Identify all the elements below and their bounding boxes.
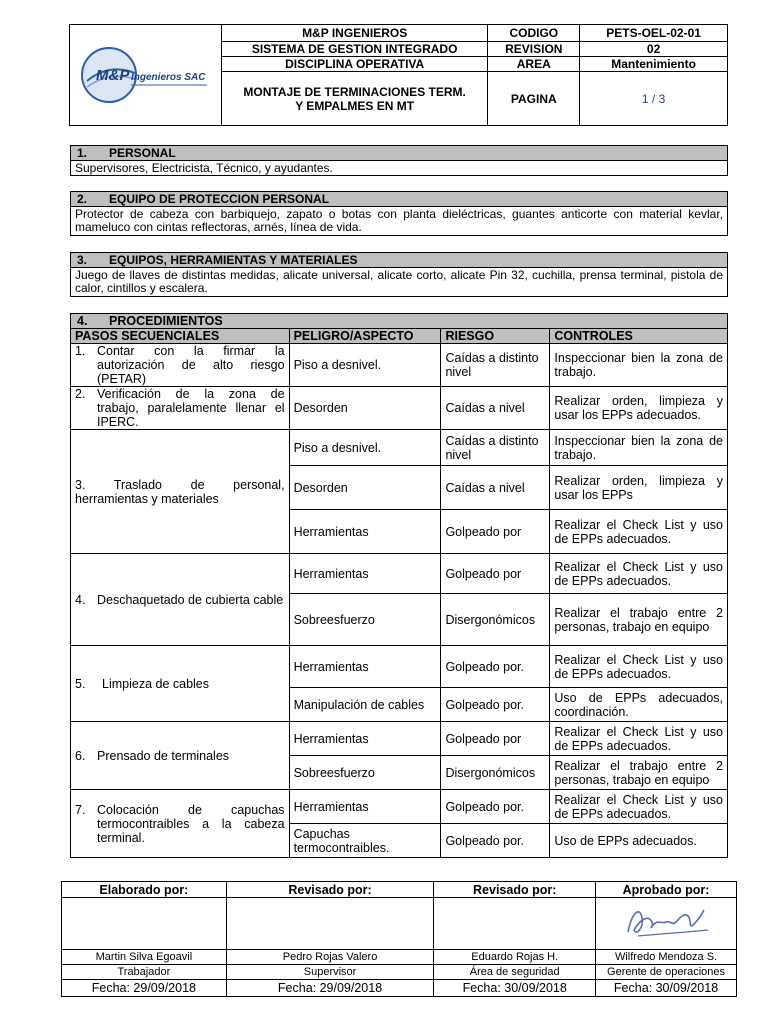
section-number: 2. xyxy=(77,191,88,206)
table-row xyxy=(71,344,728,387)
section-body: Juego de llaves de distintas medidas, alicate universal, alicate corto, alicate Pin 32, cuchilla, prensa terminal, pistola de calor, cintillos y escalera. xyxy=(71,268,728,297)
step-number: 2. xyxy=(75,387,86,401)
hazard-cell: Capuchas termocontraibles. xyxy=(289,824,441,858)
step-number: 3. xyxy=(75,477,86,492)
risk-cell: Caídas a nivel xyxy=(441,387,550,430)
hazard-cell: Sobreesfuerzo xyxy=(289,594,441,646)
risk-cell: Disergonómicos xyxy=(441,756,550,790)
control-cell: Uso de EPPs adecuados, coordinación. xyxy=(550,688,728,722)
area-label: AREA xyxy=(488,57,580,72)
area-value: Mantenimiento xyxy=(580,57,728,72)
step-text: Contar con la firmar la autorización de alto riesgo (PETAR) xyxy=(97,344,285,386)
column-header-controls: CONTROLES xyxy=(550,329,728,344)
page-value: 1 / 3 xyxy=(580,72,728,126)
table-row xyxy=(71,790,728,824)
signature-date: Fecha: 30/09/2018 xyxy=(434,980,596,997)
section-heading xyxy=(71,192,728,207)
step-number: 6. xyxy=(75,748,86,763)
step-number: 4. xyxy=(75,592,86,607)
step-text: Traslado de personal, herramientas y materiales xyxy=(75,477,285,506)
step-text: Deschaquetado de cubierta cable xyxy=(97,592,284,607)
risk-cell: Caídas a distinto nivel xyxy=(441,430,550,466)
step-cell xyxy=(71,430,290,554)
table-row xyxy=(71,722,728,756)
control-cell: Realizar el Check List y uso de EPPs adecuados. xyxy=(550,790,728,824)
step-text: Prensado de terminales xyxy=(97,748,230,763)
control-cell: Realizar el Check List y uso de EPPs adecuados. xyxy=(550,646,728,688)
hazard-cell: Desorden xyxy=(289,466,441,510)
document-title: MONTAJE DE TERMINACIONES TERM. Y EMPALMES EN MT xyxy=(221,72,487,126)
risk-cell: Golpeado por xyxy=(441,554,550,594)
logo-cell xyxy=(70,25,222,126)
hazard-cell: Herramientas xyxy=(289,722,441,756)
section-title: EQUIPO DE PROTECCION PERSONAL xyxy=(109,191,330,206)
signer-name: Wilfredo Mendoza S. xyxy=(596,950,737,965)
control-cell: Realizar el Check List y uso de EPPs adecuados. xyxy=(550,722,728,756)
code-value: PETS-OEL-02-01 xyxy=(580,25,728,42)
code-label: CODIGO xyxy=(488,25,580,42)
hazard-cell: Manipulación de cables xyxy=(289,688,441,722)
hazard-cell: Sobreesfuerzo xyxy=(289,756,441,790)
company-name: M&P INGENIEROS xyxy=(221,25,487,42)
section-number: 4. xyxy=(77,314,88,328)
section-heading xyxy=(71,146,728,161)
hazard-cell: Herramientas xyxy=(289,790,441,824)
signer-role: Área de seguridad xyxy=(434,965,596,980)
step-number: 5. xyxy=(75,676,86,691)
signature-date: Fecha: 29/09/2018 xyxy=(62,980,227,997)
table-row xyxy=(71,554,728,594)
signer-role: Trabajador xyxy=(62,965,227,980)
control-cell: Realizar el Check List y uso de EPPs adecuados. xyxy=(550,554,728,594)
step-cell xyxy=(71,344,290,387)
risk-cell: Golpeado por xyxy=(441,510,550,554)
step-number: 7. xyxy=(75,802,86,817)
company-logo xyxy=(74,25,217,125)
section-title: PROCEDIMIENTOS xyxy=(109,314,223,328)
signature-date: Fecha: 30/09/2018 xyxy=(596,980,737,997)
section-number: 1. xyxy=(77,145,88,160)
signer-name: Pedro Rojas Valero xyxy=(226,950,434,965)
system-name: SISTEMA DE GESTION INTEGRADO xyxy=(221,42,487,57)
page-label: PAGINA xyxy=(488,72,580,126)
table-row xyxy=(71,387,728,430)
hazard-cell: Piso a desnivel. xyxy=(289,430,441,466)
signature-header: Revisado por: xyxy=(226,882,434,898)
step-text: Colocación de capuchas termocontraibles a la cabeza terminal. xyxy=(97,802,285,845)
svg-text:Ingenieros SAC: Ingenieros SAC xyxy=(131,72,206,83)
step-cell xyxy=(71,646,290,722)
signature-box xyxy=(226,898,434,950)
hazard-cell: Herramientas xyxy=(289,510,441,554)
handwritten-signature-icon xyxy=(618,900,714,944)
section-body: Supervisores, Electricista, Técnico, y ayudantes. xyxy=(71,161,728,176)
step-text: Verificación de la zona de trabajo, paralelamente llenar el IPERC. xyxy=(97,387,285,429)
control-cell: Realizar el Check List y uso de EPPs adecuados. xyxy=(550,510,728,554)
risk-cell: Golpeado por. xyxy=(441,688,550,722)
risk-cell: Golpeado por. xyxy=(441,790,550,824)
signer-role: Gerente de operaciones xyxy=(596,965,737,980)
risk-cell: Golpeado por. xyxy=(441,824,550,858)
column-header-steps: PASOS SECUENCIALES xyxy=(71,329,290,344)
section-number: 3. xyxy=(77,252,88,267)
signature-date: Fecha: 29/09/2018 xyxy=(226,980,434,997)
signature-header: Revisado por: xyxy=(434,882,596,898)
control-cell: Realizar orden, limpieza y usar los EPPs adecuados. xyxy=(550,387,728,430)
table-row xyxy=(71,646,728,688)
section-title: PERSONAL xyxy=(109,145,176,160)
section-body: Protector de cabeza con barbiquejo, zapato o botas con planta dieléctricas, guantes anticorte con material kevlar, mameluco con cintas reflectoras, arnés, línea de vida. xyxy=(71,207,728,236)
column-header-risk: RIESGO xyxy=(441,329,550,344)
control-cell: Realizar orden, limpieza y usar los EPPs xyxy=(550,466,728,510)
signer-name: Martin Silva Egoavil xyxy=(62,950,227,965)
section-heading xyxy=(71,314,728,329)
risk-cell: Golpeado por xyxy=(441,722,550,756)
signatures-table xyxy=(61,881,737,997)
section-tools xyxy=(70,252,728,297)
signature-box xyxy=(434,898,596,950)
control-cell: Realizar el trabajo entre 2 personas, trabajo en equipo xyxy=(550,594,728,646)
risk-cell: Disergonómicos xyxy=(441,594,550,646)
risk-cell: Caídas a nivel xyxy=(441,466,550,510)
procedures-table xyxy=(70,313,728,858)
risk-cell: Caídas a distinto nivel xyxy=(441,344,550,387)
document-header xyxy=(69,24,728,126)
step-number: 1. xyxy=(75,344,86,358)
column-header-hazard: PELIGRO/ASPECTO xyxy=(289,329,441,344)
control-cell: Realizar el trabajo entre 2 personas, trabajo en equipo xyxy=(550,756,728,790)
signer-name: Eduardo Rojas H. xyxy=(434,950,596,965)
table-row xyxy=(71,430,728,466)
logo-icon xyxy=(79,43,211,107)
signer-role: Supervisor xyxy=(226,965,434,980)
hazard-cell: Desorden xyxy=(289,387,441,430)
signature-box xyxy=(62,898,227,950)
hazard-cell: Piso a desnivel. xyxy=(289,344,441,387)
hazard-cell: Herramientas xyxy=(289,646,441,688)
step-text: Limpieza de cables xyxy=(102,676,210,691)
revision-label: REVISION xyxy=(488,42,580,57)
step-cell xyxy=(71,722,290,790)
signature-header: Elaborado por: xyxy=(62,882,227,898)
revision-value: 02 xyxy=(580,42,728,57)
discipline-name: DISCIPLINA OPERATIVA xyxy=(221,57,487,72)
svg-text:M&P: M&P xyxy=(96,67,130,84)
control-cell: Inspeccionar bien la zona de trabajo. xyxy=(550,430,728,466)
signature-header: Aprobado por: xyxy=(596,882,737,898)
control-cell: Uso de EPPs adecuados. xyxy=(550,824,728,858)
risk-cell: Golpeado por. xyxy=(441,646,550,688)
step-cell xyxy=(71,387,290,430)
step-cell xyxy=(71,554,290,646)
section-heading xyxy=(71,253,728,268)
hazard-cell: Herramientas xyxy=(289,554,441,594)
section-epp xyxy=(70,191,728,236)
step-cell xyxy=(71,790,290,858)
section-title: EQUIPOS, HERRAMIENTAS Y MATERIALES xyxy=(109,252,358,267)
control-cell: Inspeccionar bien la zona de trabajo. xyxy=(550,344,728,387)
signature-box xyxy=(596,898,737,950)
section-personal xyxy=(70,145,728,176)
